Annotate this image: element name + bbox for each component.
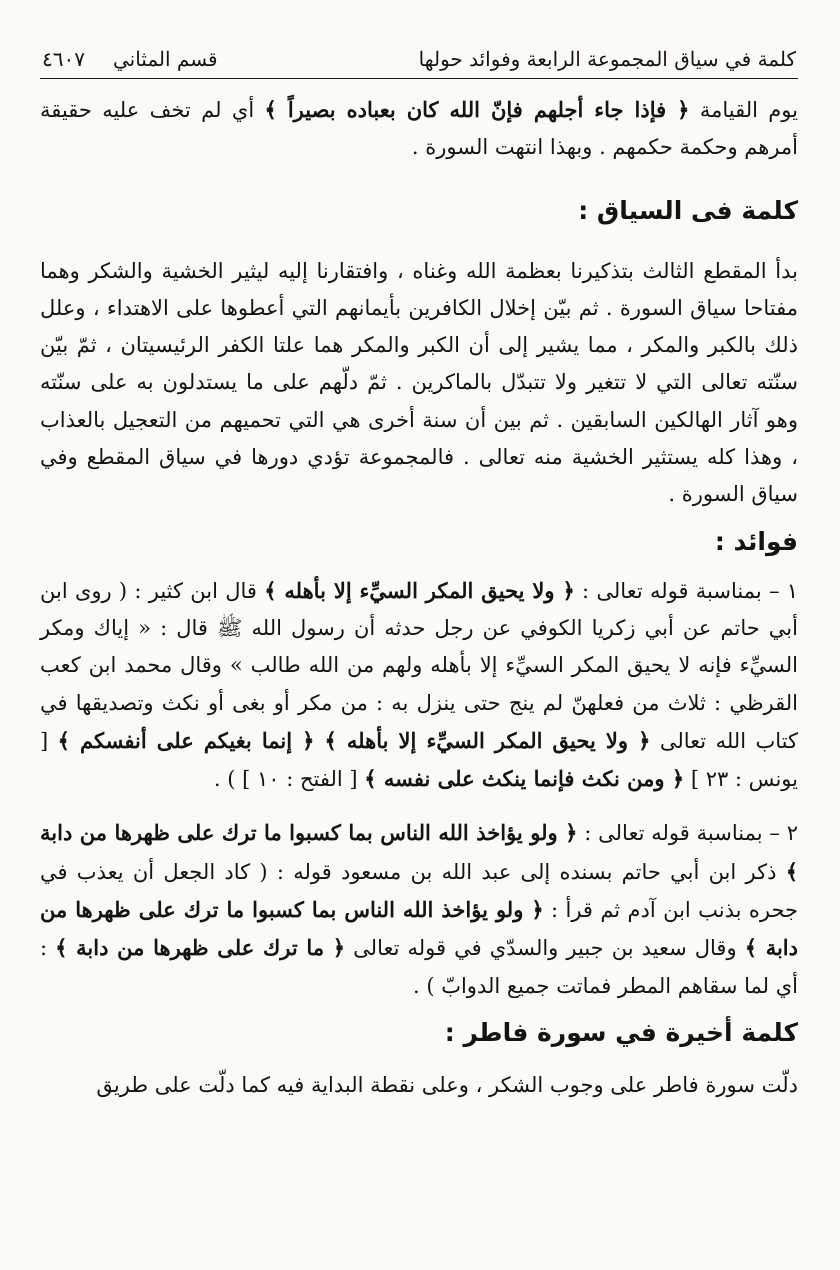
heading-context: كلمة فى السياق : bbox=[578, 195, 798, 225]
quran-verse: ﴿ ما ترك على ظهرها من دابة ﴾ bbox=[55, 935, 346, 961]
text-run: وقال سعيد بن جبير والسدّي في قوله تعالى bbox=[345, 936, 745, 961]
section-name: قسم المثاني bbox=[112, 47, 218, 71]
heading-final-word: كلمة أخيرة في سورة فاطر : bbox=[444, 1017, 798, 1047]
text-run: دلّت سورة فاطر على وجوب الشكر ، وعلى نقطة البداية فيه كما دلّت على طريق bbox=[96, 1072, 798, 1097]
text-run: [ يونس : ٢٣ ] bbox=[40, 728, 798, 792]
header-left bbox=[42, 44, 218, 74]
heading-benefits: فوائد : bbox=[714, 526, 798, 556]
text-run: [ الفتح : ١٠ ] ) . bbox=[213, 767, 365, 792]
page-header bbox=[40, 44, 798, 79]
page-number: ٤٦٠٧ bbox=[42, 47, 85, 71]
quran-verse: ﴿ ومن نكث فإنما ينكث على نفسه ﴾ bbox=[364, 766, 685, 792]
quran-verse: ﴿ ولو يؤاخذ الله الناس بما كسبوا ما ترك على ظهرها من دابة ﴾ bbox=[40, 820, 798, 884]
text-run: قال ابن كثير : ( روى ابن أبي حاتم عن أبي زكريا الكوفي عن رجل حدثه أن رسول الله ﷺ قال : « إياك ومكر السيِّء فإنه لا يحيق المكر السيِّء إلا بأهله ولهم من الله طالب » وقال محمد ابن كعب القرظي : ثلاث من فعلهنّ لم ينج حتى ينزل به : من مكر أو بغى أو نكث وتصديقها في كتاب الله تعالى bbox=[40, 578, 799, 753]
paragraph-conclusion bbox=[40, 91, 798, 167]
running-title: كلمة في سياق المجموعة الرابعة وفوائد حولها bbox=[418, 47, 796, 71]
paragraph-context bbox=[40, 253, 798, 514]
paragraph-final-word bbox=[40, 1067, 798, 1104]
text-run: بدأ المقطع الثالث بتذكيرنا بعظمة الله وغناه ، وافتقارنا إليه ليثير الخشية والشكر وهما مفتاحا سياق السورة . ثم بيّن إخلال الكافرين بأيمانهم التي أعطوها على الاهتداء ، وعلل ذلك بالكبر والمكر ، مما يشير إلى أن الكبر والمكر هما علتا الكفر الرئيسيتان ، ثمّ بيّن سنّته تعالى التي لا تتغير ولا تتبدّل بالماكرين . ثمّ دلّهم على ما يستدلون به على سنّته وهو آثار الهالكين السابقين . ثم بين أن سنة أخرى هي التي تحميهم من التعجيل بالعذاب ، وهذا كله يستثير الخشية منه تعالى . فالمجموعة تؤدي دورها في سياق المقطع وفي سياق السورة . bbox=[40, 258, 798, 507]
text-run: ذكر ابن أبي حاتم بسنده إلى عبد الله بن مسعود قوله : ( كاد الجعل أن يعذب في جحره بذنب ابن آدم ثم قرأ : bbox=[40, 859, 798, 923]
text-run: يوم القيامة bbox=[689, 98, 798, 122]
text-run: أي لم تخف عليه حقيقة أمرهم وحكمة حكمهم . وبهذا انتهت السورة . bbox=[40, 98, 798, 160]
text-run: ٢ – بمناسبة قوله تعالى : bbox=[577, 821, 798, 846]
page-content bbox=[40, 91, 798, 1104]
quran-verse: ﴿ ولا يحيق المكر السيِّء إلا بأهله ﴾ ﴿ إنما بغيكم على أنفسكم ﴾ bbox=[57, 727, 651, 753]
quran-verse: ﴿ ولا يحيق المكر السيِّء إلا بأهله ﴾ bbox=[264, 577, 575, 603]
quran-verse: ﴿ ولو يؤاخذ الله الناس بما كسبوا ما ترك على ظهرها من دابة ﴾ bbox=[40, 897, 798, 961]
paragraph-benefit-1 bbox=[40, 572, 798, 799]
paragraph-benefit-2 bbox=[40, 814, 798, 1004]
quran-verse: ﴿ فإذا جاء أجلهم فإنّ الله كان بعباده بصيراً ﴾ bbox=[264, 97, 690, 122]
text-run: : أي لما سقاهم المطر فماتت جميع الدوابّ ) . bbox=[40, 936, 798, 998]
text-run: ١ – بمناسبة قوله تعالى : bbox=[574, 578, 799, 603]
